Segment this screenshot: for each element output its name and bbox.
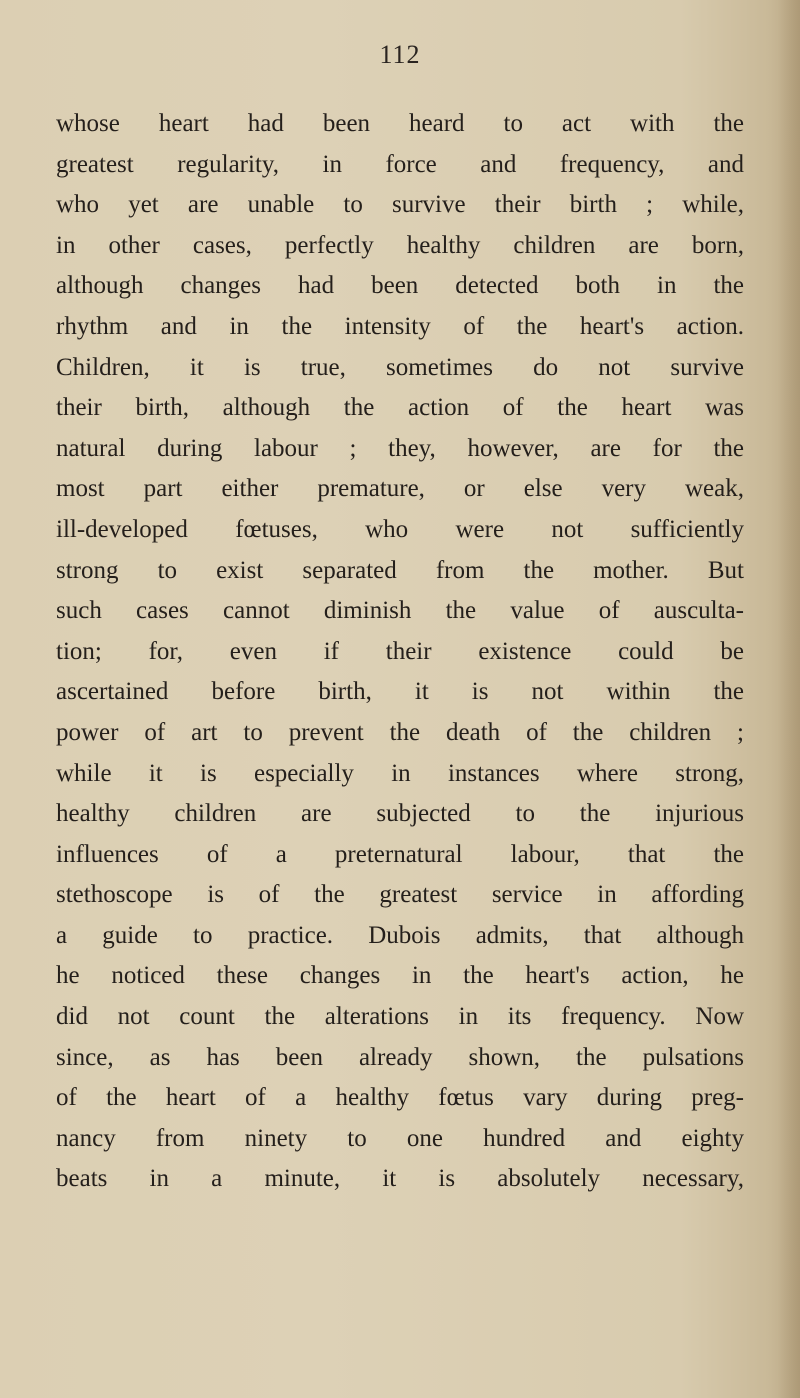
text-line: ill-developed fœtuses, who were not sufficiently — [56, 515, 744, 543]
page-number: 112 — [379, 40, 421, 69]
text-line: whose heart had been heard to act with the — [56, 110, 744, 137]
text-line: stethoscope is of the greatest service in affording — [56, 881, 744, 909]
text-line: in other cases, perfectly healthy children are born, — [56, 231, 744, 259]
text-line: most part either premature, or else very weak, — [56, 475, 744, 503]
text-line: influences of a preternatural labour, that the — [56, 840, 744, 868]
text-line: their birth, although the action of the heart was — [56, 394, 744, 422]
text-line: beats in a minute, it is absolutely necessary, — [56, 1165, 744, 1193]
text-line: since, as has been already shown, the pulsations — [56, 1043, 744, 1071]
text-line: tion; for, even if their existence could be — [56, 637, 744, 665]
text-line: natural during labour ; they, however, are for the — [56, 434, 744, 462]
text-line: rhythm and in the intensity of the heart's action. — [56, 312, 744, 340]
text-line: ascertained before birth, it is not within the — [56, 678, 744, 706]
text-line: of the heart of a healthy fœtus vary during preg- — [56, 1084, 744, 1112]
text-line: he noticed these changes in the heart's action, he — [56, 962, 744, 990]
text-line: healthy children are subjected to the injurious — [56, 800, 744, 828]
text-line: nancy from ninety to one hundred and eighty — [56, 1124, 744, 1152]
text-line: a guide to practice. Dubois admits, that although — [56, 921, 744, 949]
page-edge-shadow — [778, 0, 800, 1398]
text-line: Children, it is true, sometimes do not survive — [56, 353, 744, 381]
text-line: greatest regularity, in force and frequency, and — [56, 150, 744, 178]
text-line: power of art to prevent the death of the children ; — [56, 718, 744, 746]
body-text — [56, 104, 744, 1200]
text-line: did not count the alterations in its frequency. Now — [56, 1003, 744, 1031]
text-line: strong to exist separated from the mother. But — [56, 556, 744, 584]
text-line: although changes had been detected both in the — [56, 272, 744, 300]
text-line: while it is especially in instances where strong, — [56, 759, 744, 787]
text-line: such cases cannot diminish the value of ausculta- — [56, 597, 744, 625]
text-line: who yet are unable to survive their birth ; while, — [56, 191, 744, 219]
